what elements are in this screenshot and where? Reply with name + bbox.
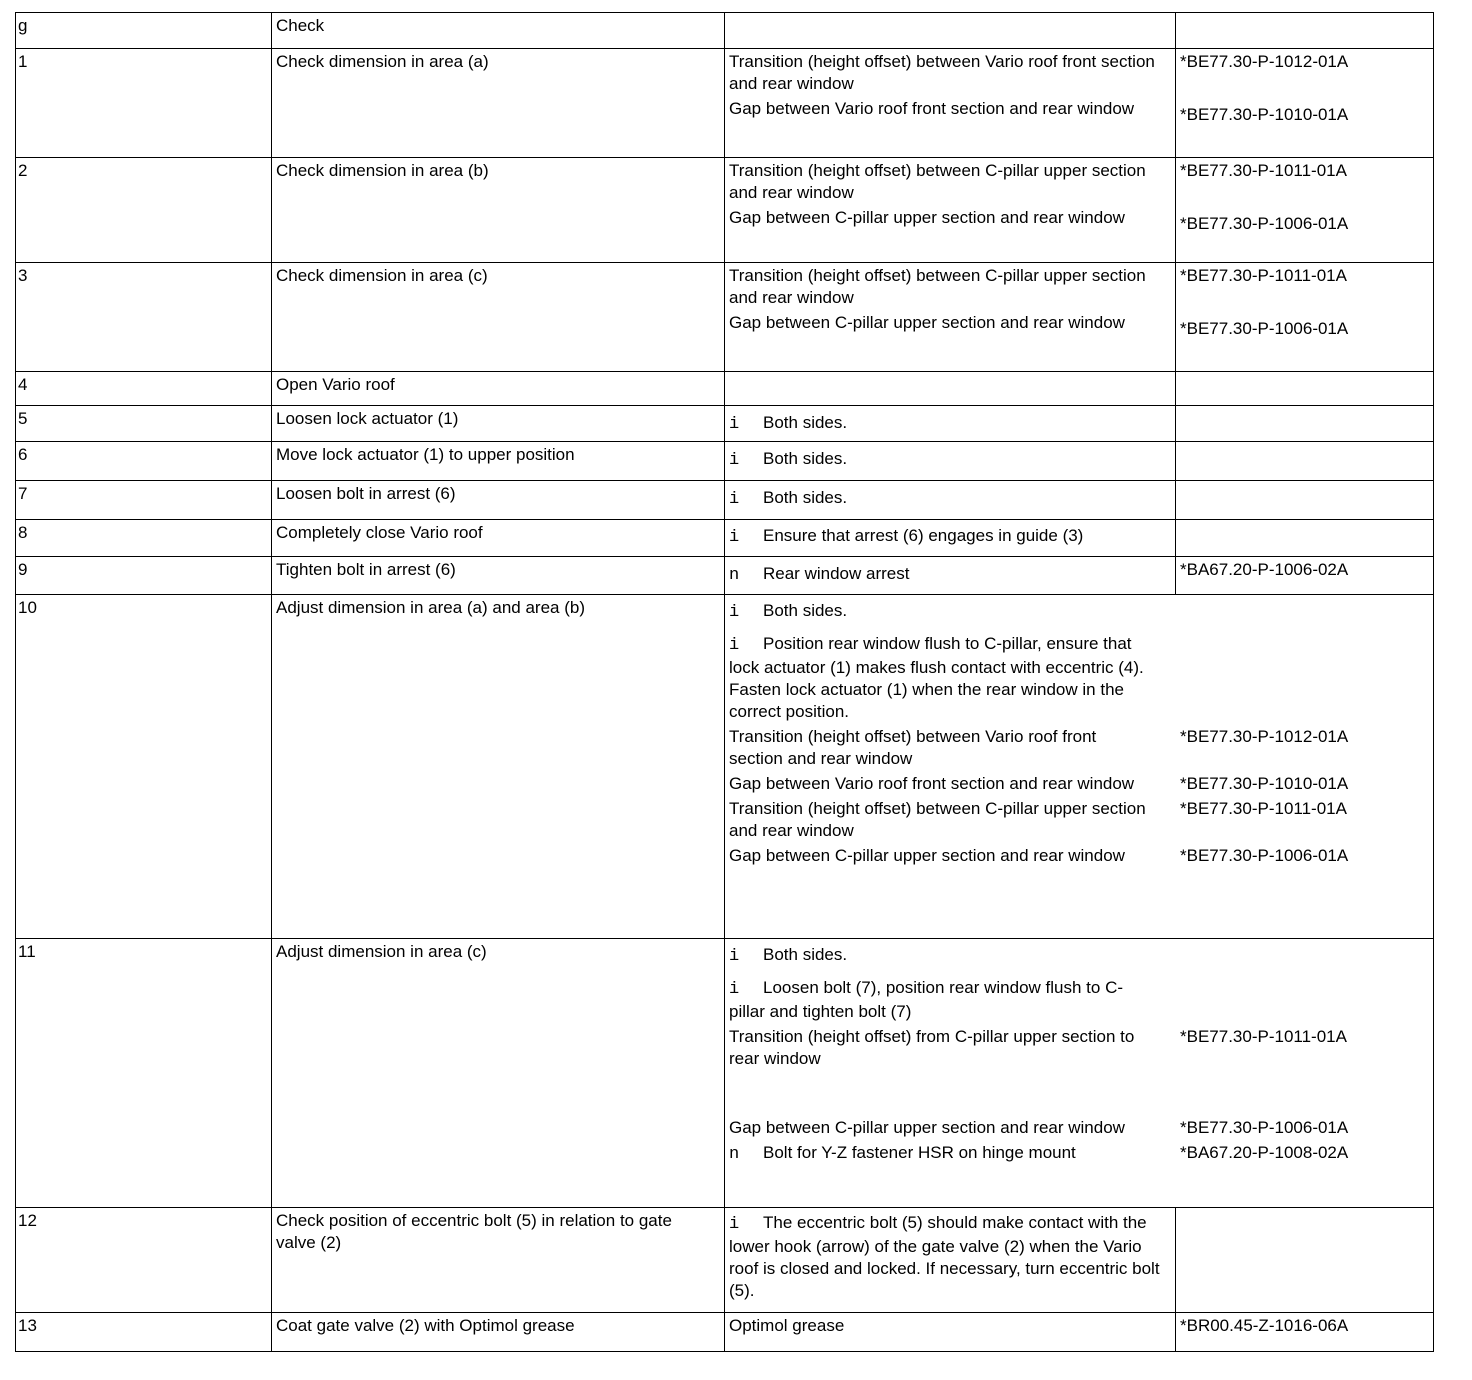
table-row	[16, 595, 1434, 939]
step-action: Loosen lock actuator (1)	[272, 406, 725, 442]
info-icon: i	[729, 451, 740, 470]
step-action: Move lock actuator (1) to upper position	[272, 442, 725, 481]
note-text: rear window	[729, 1049, 821, 1068]
reference-code: *BE77.30-P-1011-01A	[1180, 266, 1347, 285]
reference-code: *BE77.30-P-1012-01A	[1180, 52, 1349, 71]
step-number: 3	[16, 263, 272, 372]
table-row	[16, 442, 1434, 481]
info-icon: i	[729, 603, 740, 622]
step-action: Adjust dimension in area (a) and area (b)	[272, 595, 725, 939]
detail-line	[729, 944, 1430, 977]
step-refs	[1176, 442, 1434, 481]
step-action: Loosen bolt in arrest (6)	[272, 481, 725, 520]
info-icon: i	[729, 1215, 740, 1234]
step-notes	[725, 481, 1176, 520]
step-notes	[725, 1208, 1176, 1313]
step-number: 4	[16, 372, 272, 406]
note-text: Rear window arrest	[763, 564, 910, 583]
step-refs	[1176, 520, 1434, 557]
step-refs	[1176, 1208, 1434, 1313]
step-action: Adjust dimension in area (c)	[272, 939, 725, 1208]
info-icon: i	[729, 528, 740, 547]
step-number: 6	[16, 442, 272, 481]
table-row	[16, 520, 1434, 557]
step-notes	[725, 372, 1176, 406]
reference-code: *BE77.30-P-1006-01A	[1180, 319, 1349, 338]
reference-code: *BE77.30-P-1006-01A	[1180, 846, 1349, 865]
table-row	[16, 263, 1434, 372]
info-icon: i	[729, 980, 740, 999]
table-row	[16, 406, 1434, 442]
step-number: 7	[16, 481, 272, 520]
detail-line	[729, 726, 1430, 773]
step-number: 2	[16, 158, 272, 263]
info-icon: i	[729, 490, 740, 509]
table-row	[16, 372, 1434, 406]
note-text: Transition (height offset) between C-pillar upper section and rear window	[729, 266, 1146, 307]
note-text: Gap between Vario roof front section and rear window	[729, 99, 1135, 118]
note-text: Transition (height offset) between Vario roof front section and rear window	[729, 727, 1097, 768]
note-text: Transition (height offset) from C-pillar upper section to	[729, 1027, 1135, 1046]
info-icon: i	[729, 636, 740, 655]
info-icon: i	[729, 415, 740, 434]
step-action: Coat gate valve (2) with Optimol grease	[272, 1313, 725, 1352]
step-action: Open Vario roof	[272, 372, 725, 406]
note-text: Transition (height offset) between C-pillar upper section and rear window	[729, 799, 1146, 840]
table-row	[16, 557, 1434, 595]
step-number: 10	[16, 595, 272, 939]
reference-code: *BA67.20-P-1006-02A	[1176, 557, 1434, 595]
step-number: 11	[16, 939, 272, 1208]
step-notes	[725, 263, 1176, 372]
table-row	[16, 939, 1434, 1208]
note-text: Gap between C-pillar upper section and rear window	[729, 846, 1125, 865]
header-refs	[1176, 13, 1434, 49]
detail-line	[729, 1026, 1430, 1117]
reference-code: *BE77.30-P-1006-01A	[1180, 1118, 1349, 1137]
note-text: Transition (height offset) between Vario roof front section and rear window	[729, 52, 1155, 93]
reference-code: *BR00.45-Z-1016-06A	[1176, 1313, 1434, 1352]
step-details	[725, 939, 1434, 1208]
step-refs	[1176, 372, 1434, 406]
reference-code: *BE77.30-P-1010-01A	[1180, 105, 1349, 124]
step-action: Check dimension in area (b)	[272, 158, 725, 263]
step-notes	[725, 158, 1176, 263]
reference-code: *BA67.20-P-1008-02A	[1180, 1143, 1349, 1162]
table-row	[16, 1313, 1434, 1352]
reference-code: *BE77.30-P-1011-01A	[1180, 161, 1347, 180]
note-text: Both sides.	[763, 488, 848, 507]
note-text: Both sides.	[763, 601, 848, 620]
note-text: Bolt for Y-Z fastener HSR on hinge mount	[763, 1143, 1076, 1162]
step-refs	[1176, 263, 1434, 372]
step-action: Check dimension in area (c)	[272, 263, 725, 372]
table-header-row	[16, 13, 1434, 49]
table-row	[16, 158, 1434, 263]
info-icon: i	[729, 947, 740, 966]
step-number: 9	[16, 557, 272, 595]
note-text: Position rear window flush to C-pillar, ensure that lock actuator (1) makes flush contact with eccentric (4). Fasten lock actuator (1) when the rear window in the correct position.	[729, 634, 1144, 721]
step-refs	[1176, 158, 1434, 263]
step-number: 13	[16, 1313, 272, 1352]
step-number: 1	[16, 49, 272, 158]
step-notes	[725, 49, 1176, 158]
detail-line	[729, 1142, 1430, 1169]
step-notes	[725, 442, 1176, 481]
note-text: Both sides.	[763, 449, 848, 468]
note-text: Loosen bolt (7), position rear window flush to C-pillar and tighten bolt (7)	[729, 978, 1124, 1021]
step-number: 5	[16, 406, 272, 442]
header-notes	[725, 13, 1176, 49]
note-text: Gap between Vario roof front section and rear window	[729, 774, 1135, 793]
step-action: Completely close Vario roof	[272, 520, 725, 557]
step-refs	[1176, 481, 1434, 520]
table-row	[16, 481, 1434, 520]
step-notes	[725, 520, 1176, 557]
note-text: Both sides.	[763, 413, 848, 432]
note-text: Optimol grease	[725, 1313, 1176, 1352]
step-notes	[725, 406, 1176, 442]
step-number: 12	[16, 1208, 272, 1313]
notice-icon: n	[729, 566, 740, 585]
notice-icon: n	[729, 1145, 740, 1164]
note-text: The eccentric bolt (5) should make contact with the lower hook (arrow) of the gate valve (2) when the Vario roof is closed and locked. If necessary, turn eccentric bolt (5).	[729, 1213, 1160, 1300]
detail-line	[729, 1117, 1430, 1142]
step-refs	[1176, 406, 1434, 442]
detail-line	[729, 633, 1430, 726]
step-action	[272, 1208, 725, 1313]
note-text: Gap between C-pillar upper section and rear window	[729, 208, 1125, 227]
reference-code: *BE77.30-P-1012-01A	[1180, 727, 1349, 746]
header-step: g	[16, 13, 272, 49]
note-text: Transition (height offset) between C-pillar upper section and rear window	[729, 161, 1146, 202]
header-action: Check	[272, 13, 725, 49]
step-action-text: Check position of eccentric bolt (5) in relation to gate valve (2)	[276, 1211, 672, 1252]
note-text: Gap between C-pillar upper section and rear window	[729, 1118, 1125, 1137]
reference-code: *BE77.30-P-1011-01A	[1180, 1027, 1347, 1046]
step-details	[725, 595, 1434, 939]
table-row	[16, 1208, 1434, 1313]
detail-line	[729, 845, 1430, 870]
detail-line	[729, 798, 1430, 845]
reference-code: *BE77.30-P-1011-01A	[1180, 799, 1347, 818]
table-row	[16, 49, 1434, 158]
procedure-table	[15, 12, 1434, 1352]
step-refs	[1176, 49, 1434, 158]
reference-code: *BE77.30-P-1010-01A	[1180, 774, 1349, 793]
step-notes	[725, 557, 1176, 595]
step-action: Tighten bolt in arrest (6)	[272, 557, 725, 595]
detail-line	[729, 600, 1430, 633]
step-number: 8	[16, 520, 272, 557]
detail-line	[729, 977, 1430, 1026]
note-text: Ensure that arrest (6) engages in guide (3)	[763, 526, 1084, 545]
reference-code: *BE77.30-P-1006-01A	[1180, 214, 1349, 233]
step-action: Check dimension in area (a)	[272, 49, 725, 158]
detail-line	[729, 773, 1430, 798]
note-text: Both sides.	[763, 945, 848, 964]
note-text: Gap between C-pillar upper section and rear window	[729, 313, 1125, 332]
